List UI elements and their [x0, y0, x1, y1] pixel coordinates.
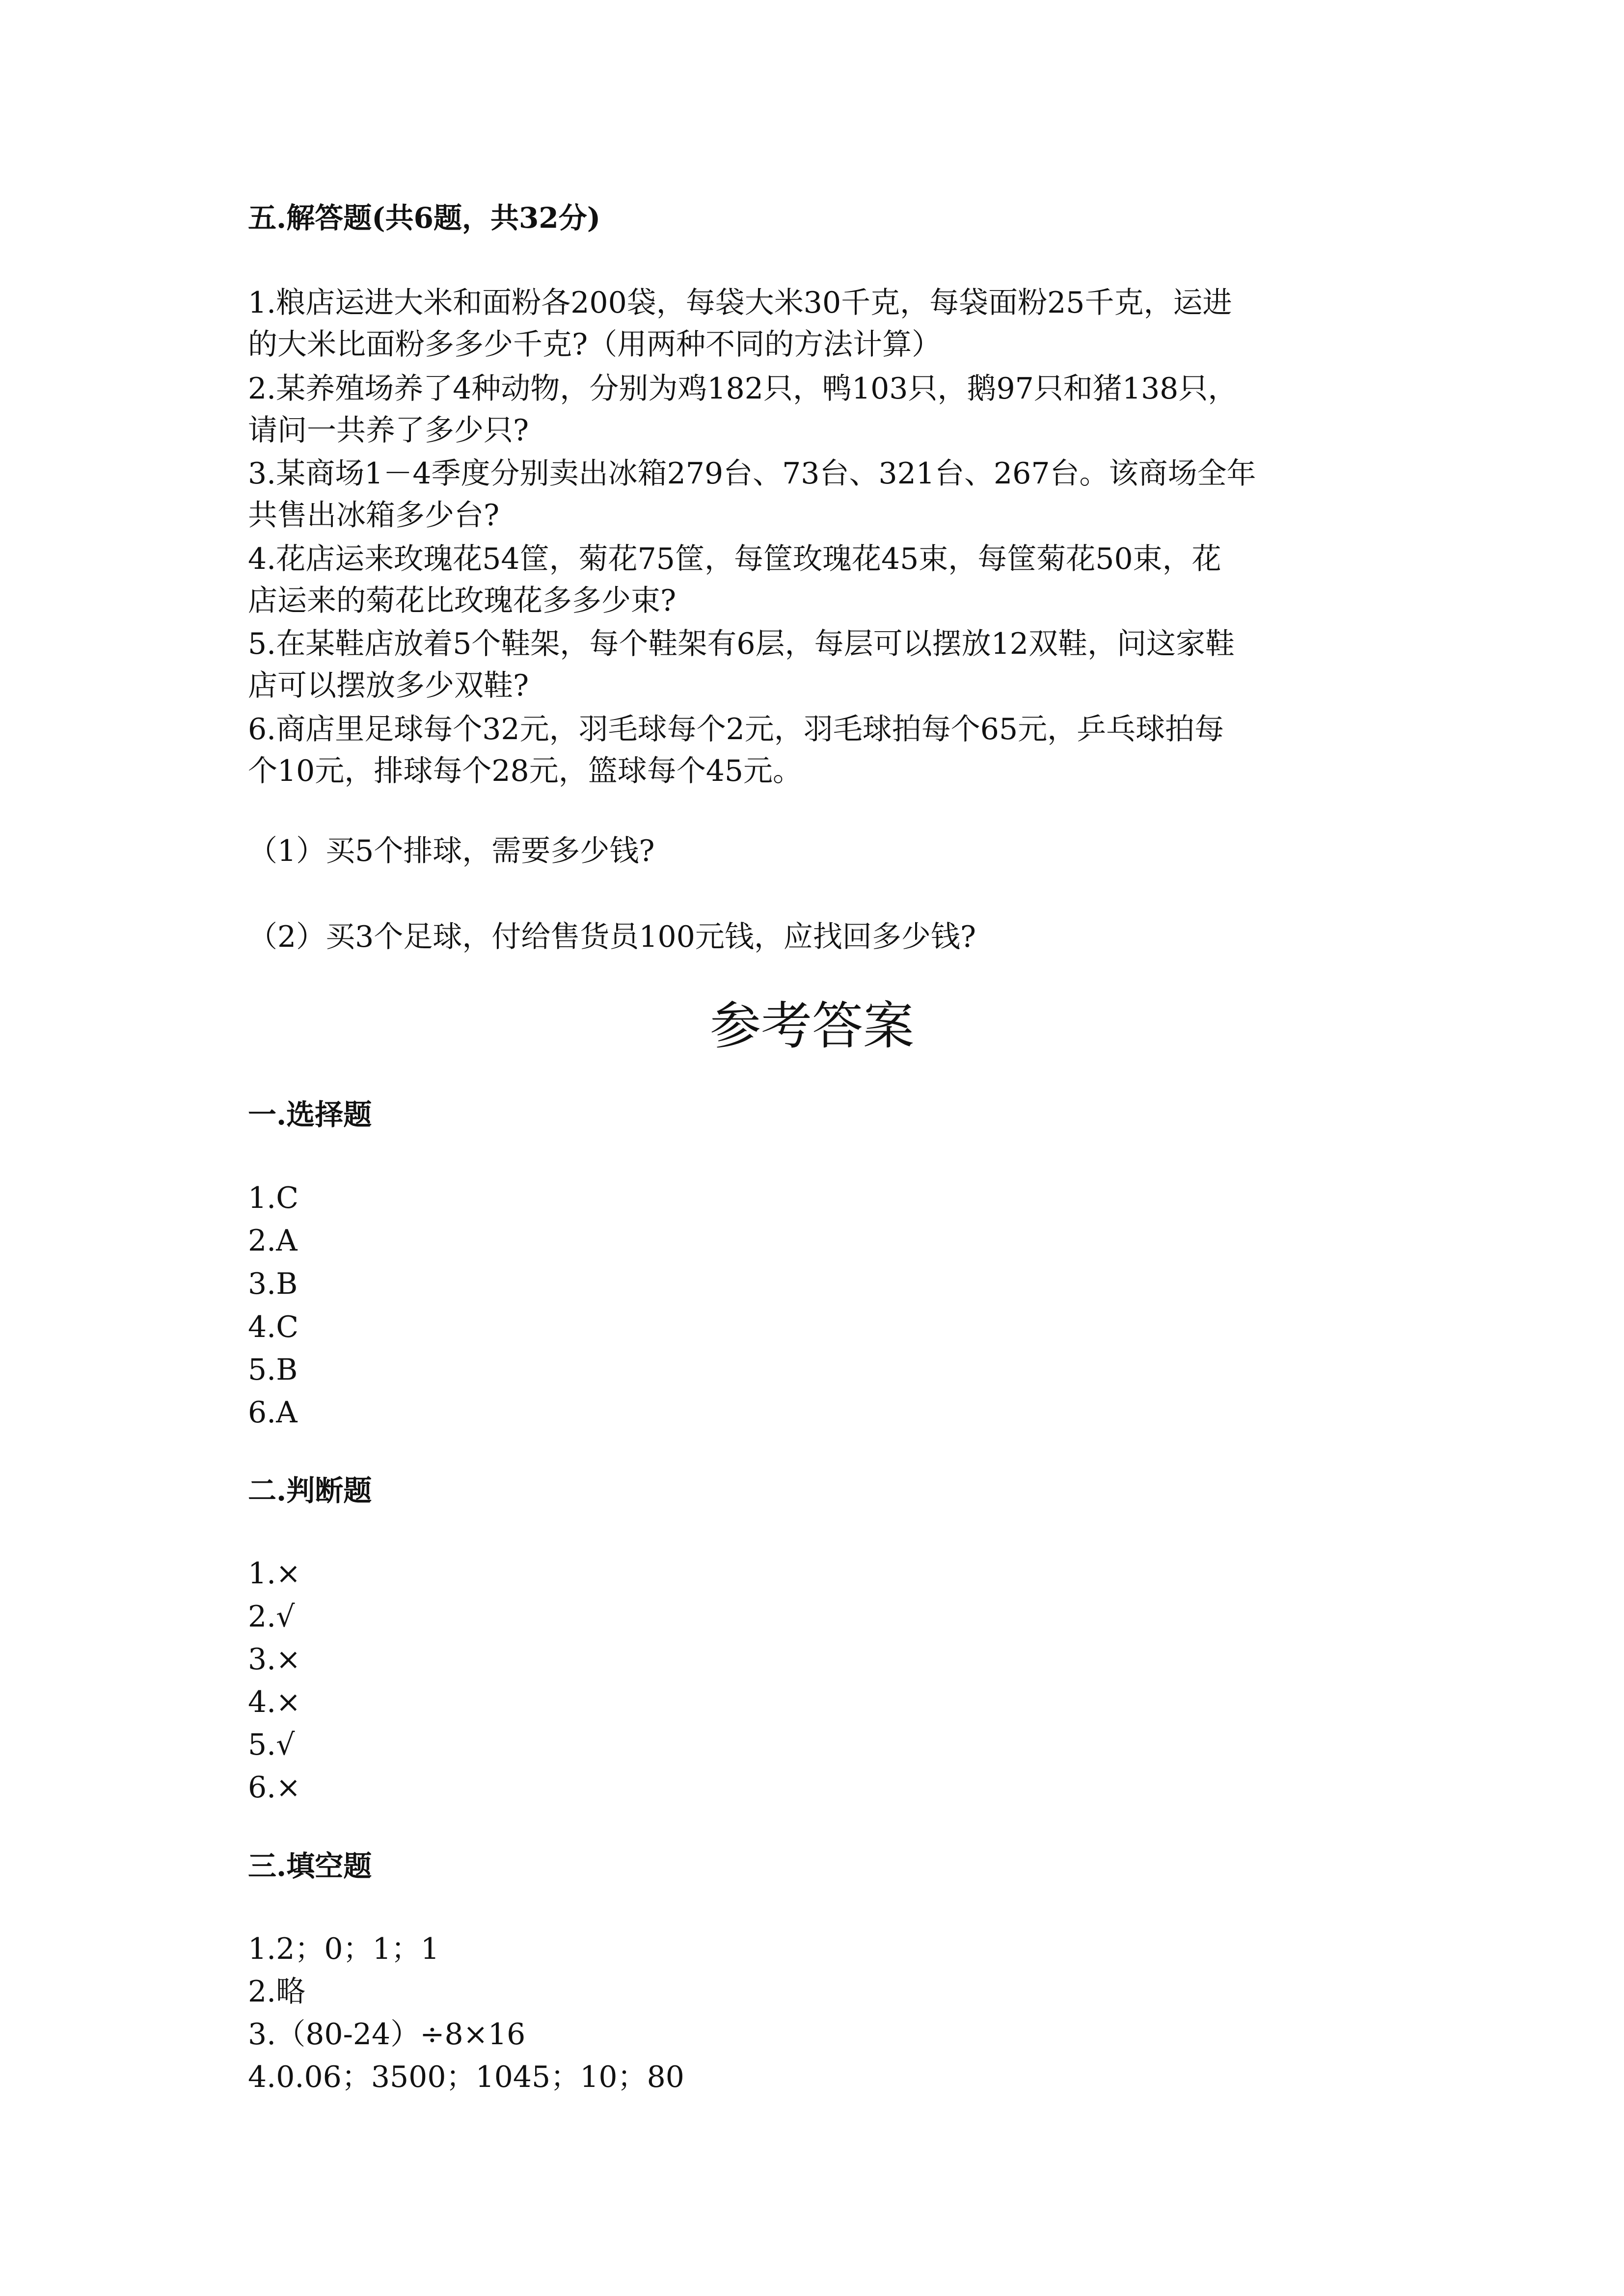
answer-item: 3.（80-24）÷8×16 [248, 2017, 526, 2052]
question-line: 5.在某鞋店放着5个鞋架，每个鞋架有6层，每层可以摆放12双鞋，问这家鞋 [248, 627, 1235, 661]
question-line: 请问一共养了多少只? [248, 413, 529, 448]
answers-section-2-heading: 二.判断题 [248, 1474, 372, 1507]
question-line: 的大米比面粉多多少千克?（用两种不同的方法计算） [248, 327, 942, 362]
answer-item: 6.× [248, 1770, 301, 1805]
answer-item: 5.√ [248, 1728, 295, 1762]
question-line: 共售出冰箱多少台? [248, 498, 500, 533]
sub-question-2: （2）买3个足球，付给售货员100元钱，应找回多少钱? [248, 920, 976, 954]
question-line: 3.某商场1－4季度分别卖出冰箱279台、73台、321台、267台。该商场全年 [248, 456, 1256, 491]
answer-item: 2.略 [248, 1975, 306, 2009]
question-line: 1.粮店运进大米和面粉各200袋，每袋大米30千克，每袋面粉25千克，运进 [248, 286, 1232, 320]
answer-item: 2.A [248, 1224, 298, 1258]
question-line: 2.某养殖场养了4种动物，分别为鸡182只，鸭103只，鹅97只和猪138只， [248, 372, 1238, 406]
answer-item: 1.× [248, 1556, 301, 1591]
answer-item: 1.2；0；1；1 [248, 1932, 439, 1966]
sub-question-1: （1）买5个排球，需要多少钱? [248, 834, 655, 868]
answers-title: 参考答案 [709, 996, 914, 1056]
question-line: 6.商店里足球每个32元，羽毛球每个2元，羽毛球拍每个65元，乒乓球拍每 [248, 712, 1224, 747]
answer-item: 3.× [248, 1642, 301, 1677]
answer-item: 6.A [248, 1395, 298, 1430]
question-line: 个10元，排球每个28元，篮球每个45元。 [248, 754, 803, 788]
answers-section-1-heading: 一.选择题 [248, 1098, 372, 1131]
answers-section-3-heading: 三.填空题 [248, 1849, 372, 1883]
answer-item: 4.× [248, 1685, 301, 1719]
answer-item: 5.B [248, 1353, 298, 1387]
question-line: 店运来的菊花比玫瑰花多多少束? [248, 584, 677, 618]
answer-item: 3.B [248, 1267, 298, 1301]
answer-item: 4.C [248, 1310, 299, 1344]
question-line: 店可以摆放多少双鞋? [248, 668, 529, 703]
answer-item: 1.C [248, 1181, 299, 1215]
answer-item: 2.√ [248, 1600, 295, 1634]
answer-item: 4.0.06；3500；1045；10；80 [248, 2060, 684, 2094]
question-line: 4.花店运来玫瑰花54筐，菊花75筐，每筐玫瑰花45束，每筐菊花50束，花 [248, 542, 1221, 576]
section-5-heading: 五.解答题(共6题，共32分) [248, 201, 601, 235]
